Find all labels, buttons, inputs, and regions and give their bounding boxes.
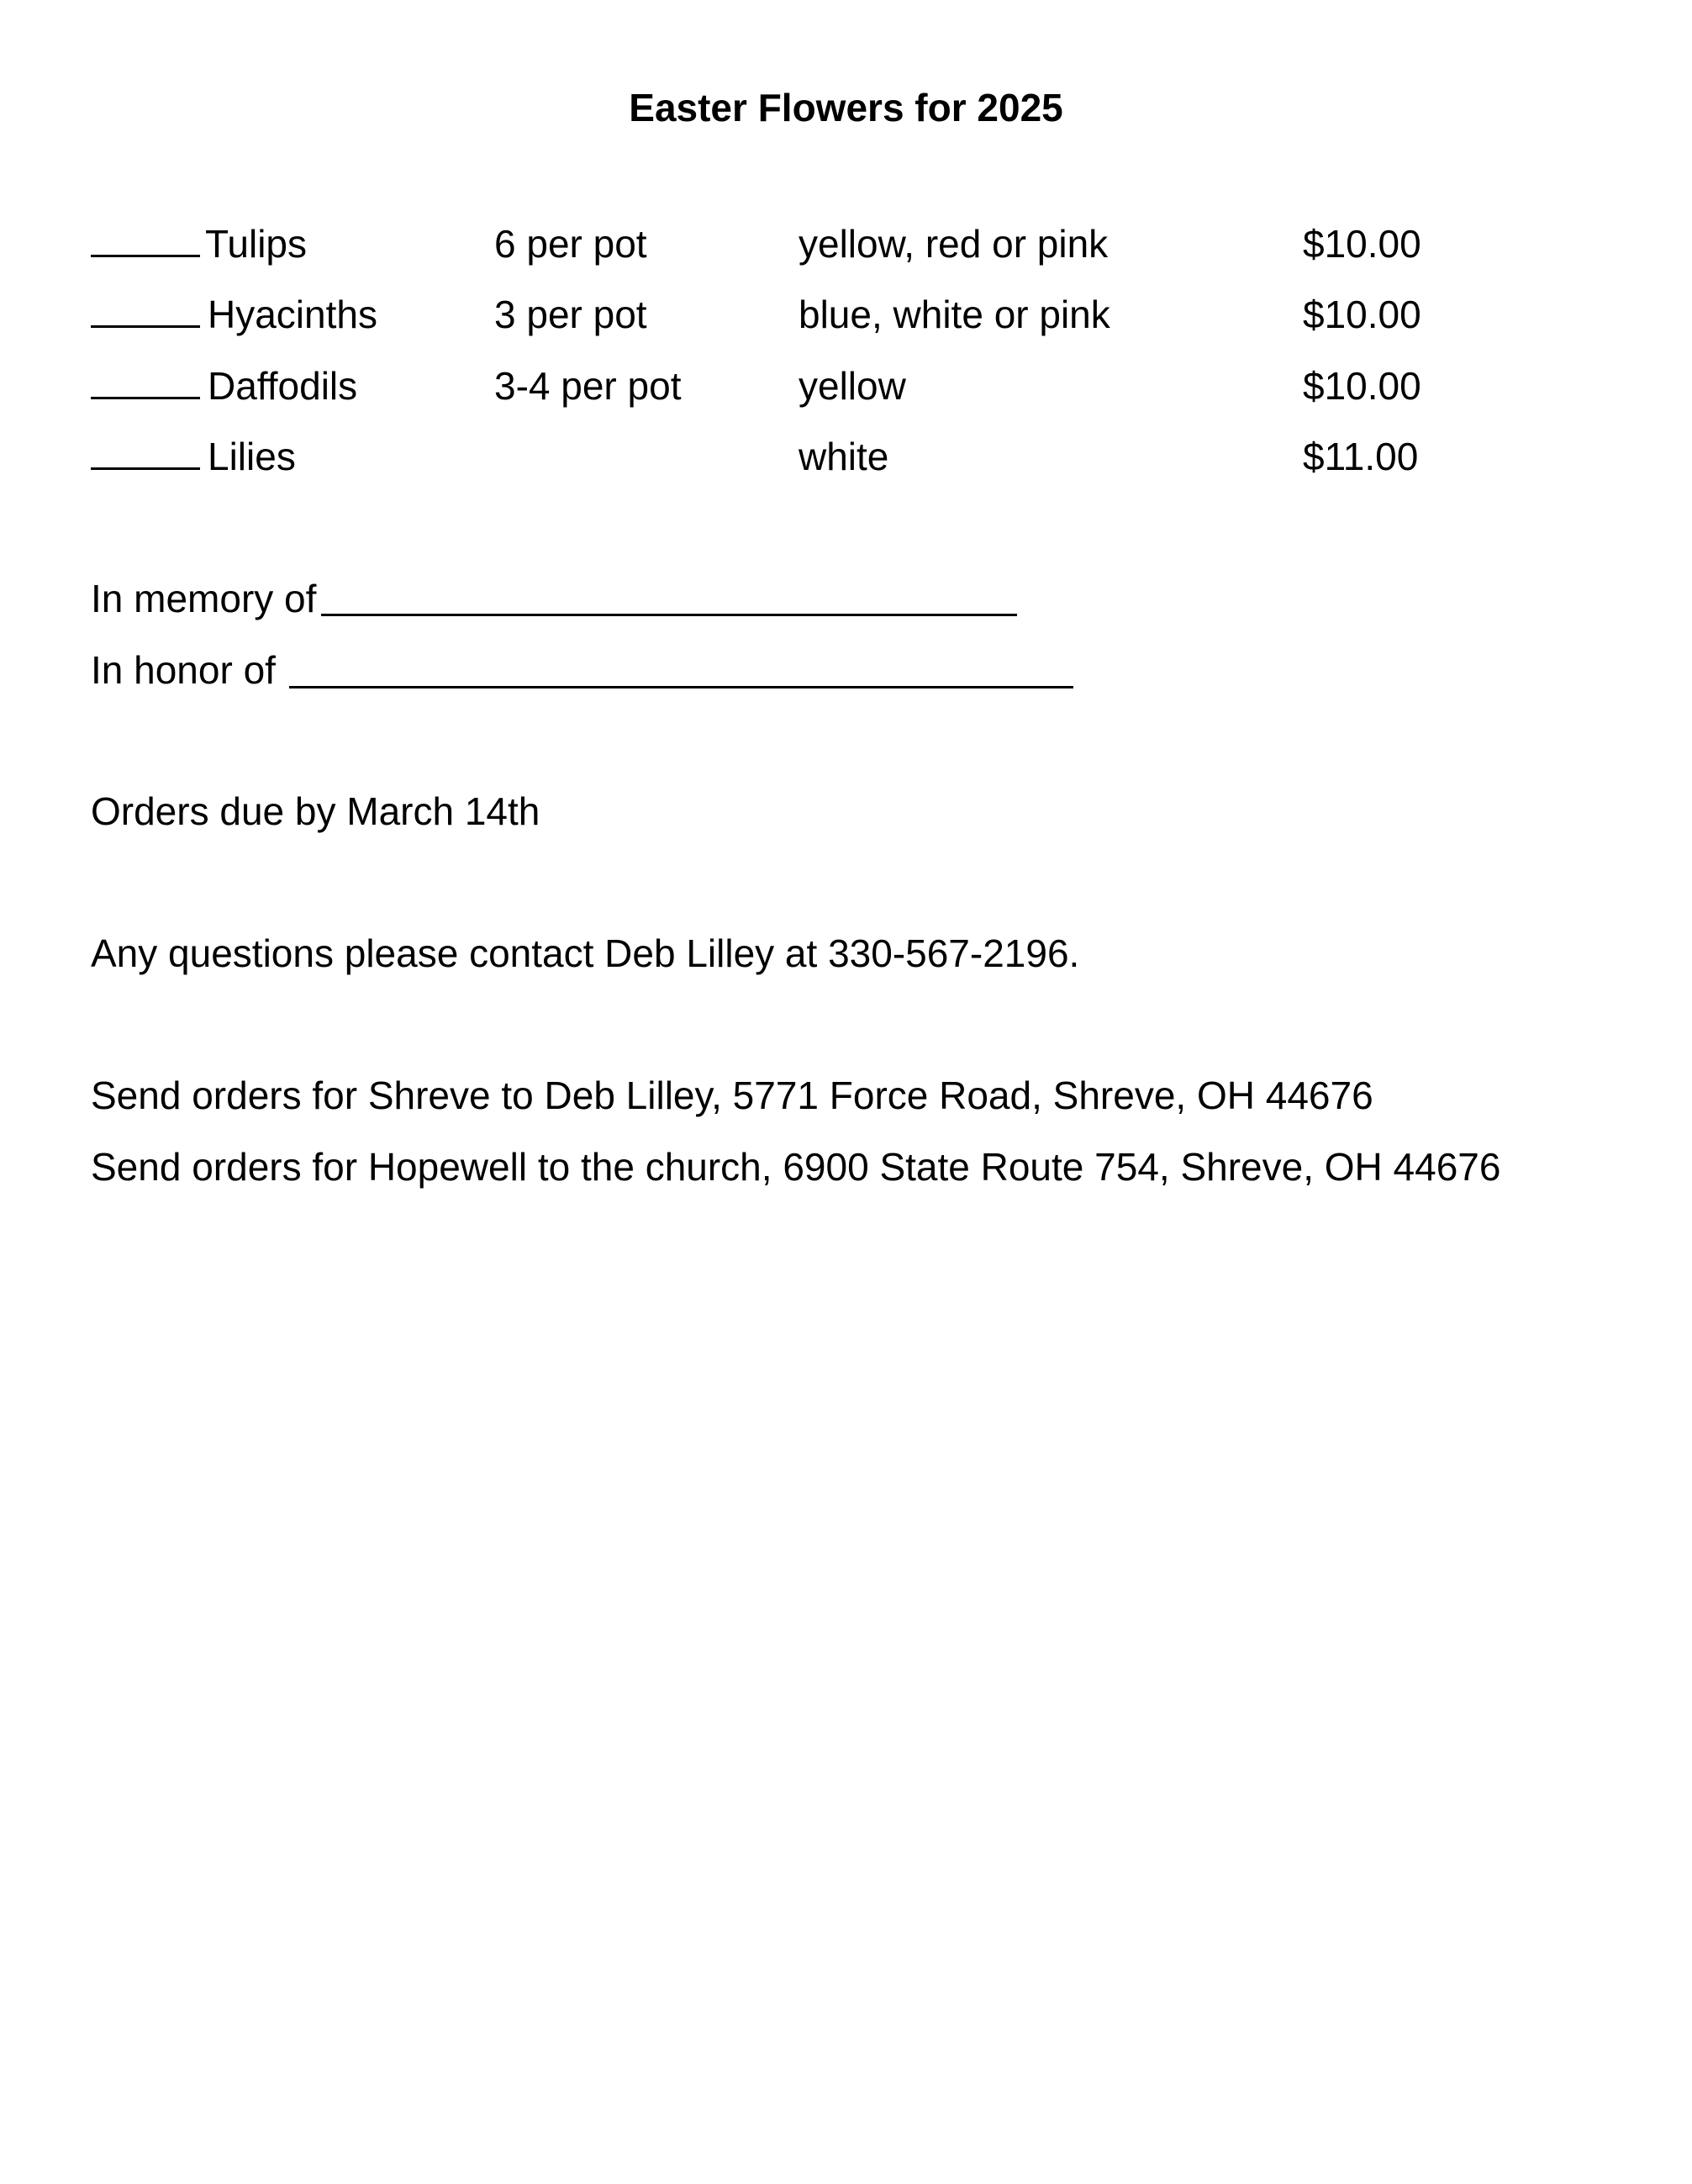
quantity-blank[interactable] — [91, 431, 200, 482]
quantity-blank[interactable] — [91, 361, 200, 411]
send-orders-hopewell: Send orders for Hopewell to the church, 6900 State Route 754, Shreve, OH 44676 — [91, 1145, 1501, 1189]
page-title: Easter Flowers for 2025 — [629, 86, 1063, 129]
flower-row-hyacinths — [0, 289, 1692, 340]
flower-name: Tulips — [205, 222, 307, 266]
in-memory-field[interactable] — [321, 614, 1017, 616]
orders-due-text: Orders due by March 14th — [91, 789, 540, 833]
flower-row-daffodils — [0, 361, 1692, 411]
in-honor-label: In honor of — [91, 648, 276, 692]
flower-name: Hyacinths — [208, 293, 377, 336]
flower-colors: white — [799, 435, 889, 478]
flower-qty: 6 per pot — [494, 222, 647, 266]
flower-name: Daffodils — [208, 364, 358, 408]
flower-row-tulips — [0, 219, 1692, 269]
flower-colors: blue, white or pink — [799, 293, 1110, 336]
flower-price: $11.00 — [1303, 435, 1419, 478]
in-memory-label: In memory of — [91, 577, 317, 620]
quantity-blank[interactable] — [91, 219, 200, 269]
flower-name: Lilies — [208, 435, 296, 478]
flower-colors: yellow — [799, 364, 906, 408]
flower-price: $10.00 — [1303, 222, 1421, 266]
flower-price: $10.00 — [1303, 293, 1421, 336]
quantity-blank[interactable] — [91, 289, 200, 340]
contact-text: Any questions please contact Deb Lilley at 330-567-2196. — [91, 931, 1080, 975]
flower-qty: 3-4 per pot — [494, 364, 682, 408]
flower-colors: yellow, red or pink — [799, 222, 1109, 266]
send-orders-shreve: Send orders for Shreve to Deb Lilley, 5771 Force Road, Shreve, OH 44676 — [91, 1074, 1373, 1117]
flower-price: $10.00 — [1303, 364, 1421, 408]
flower-row-lilies — [0, 431, 1692, 482]
in-honor-field[interactable] — [289, 686, 1073, 688]
flower-qty: 3 per pot — [494, 293, 647, 336]
